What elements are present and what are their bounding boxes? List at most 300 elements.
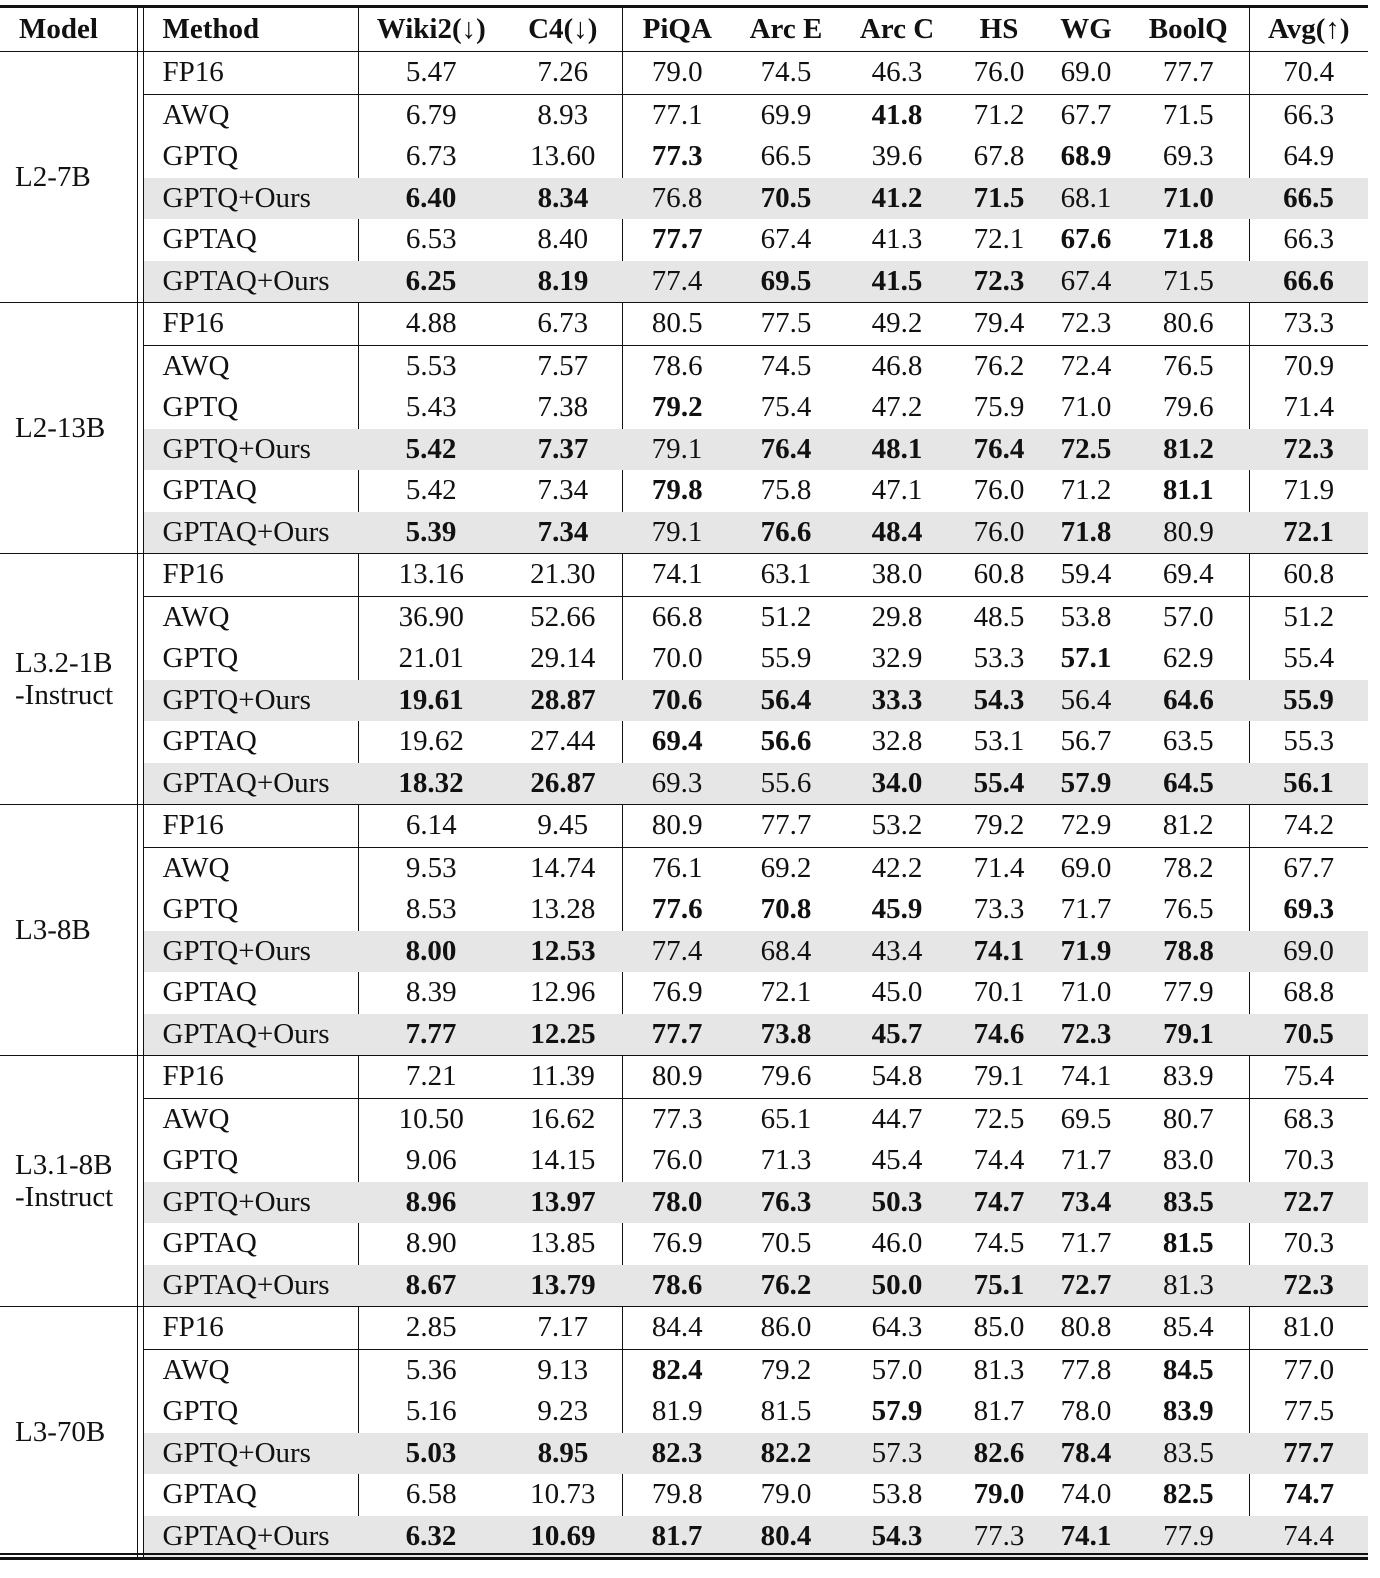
value-cell-arc-e: 55.9 <box>760 642 812 674</box>
table-row <box>0 512 1368 554</box>
value-cell-avg: 77.5 <box>1283 1395 1335 1427</box>
value-cell-arc-e: 79.2 <box>760 1353 812 1386</box>
value-cell-c4: 10.73 <box>504 1474 622 1516</box>
value-cell-avg: 66.3 <box>1283 98 1335 131</box>
value-cell-hs: 71.4 <box>973 851 1025 884</box>
model-label <box>0 1307 137 1558</box>
value-cell-boolq: 62.9 <box>1128 638 1249 680</box>
value-cell-hs: 81.7 <box>973 1395 1025 1427</box>
table-row <box>0 1014 1368 1056</box>
value-cell-hs: 53.3 <box>973 642 1025 674</box>
value-cell-avg: 68.3 <box>1283 1102 1335 1135</box>
table-row <box>0 1474 1368 1516</box>
value-cell-boolq: 80.7 <box>1128 1098 1249 1140</box>
value-cell-piqa: 66.8 <box>651 600 703 633</box>
value-cell-wiki2: 6.14 <box>358 805 504 848</box>
header-c4: C4(↓) <box>504 7 622 52</box>
model-label <box>0 1056 137 1307</box>
value-cell-arc-c: 39.6 <box>871 140 923 172</box>
value-cell-wg: 69.5 <box>1060 1102 1112 1135</box>
value-cell-arc-c: 53.8 <box>871 1478 923 1510</box>
value-cell-c4: 8.19 <box>504 261 622 303</box>
value-cell-hs: 81.3 <box>973 1353 1025 1386</box>
table-body <box>0 52 1368 1558</box>
method-cell: FP16 <box>143 1307 358 1350</box>
value-cell-boolq: 83.9 <box>1128 1056 1249 1099</box>
value-cell-boolq: 77.9 <box>1128 972 1249 1014</box>
value-cell-piqa: 77.4 <box>622 931 732 973</box>
value-cell-avg: 66.3 <box>1283 223 1335 255</box>
value-cell-arc-c: 64.3 <box>840 1307 954 1350</box>
table-row <box>0 931 1368 973</box>
value-cell-hs: 71.2 <box>973 98 1025 131</box>
value-cell-arc-c: 46.3 <box>840 52 954 95</box>
value-cell-avg: 69.3 <box>1283 893 1335 925</box>
value-cell-avg: 55.4 <box>1283 642 1335 674</box>
value-cell-hs: 76.4 <box>954 429 1044 471</box>
value-cell-wiki2: 5.43 <box>405 391 457 423</box>
value-cell-wg: 74.1 <box>1044 1516 1128 1558</box>
value-cell-hs: 76.0 <box>973 474 1025 506</box>
method-cell: GPTQ+Ours <box>143 429 358 471</box>
value-cell-avg: 74.4 <box>1249 1516 1368 1558</box>
value-cell-piqa: 76.9 <box>651 976 703 1008</box>
value-cell-piqa: 76.8 <box>622 178 732 220</box>
value-cell-boolq: 69.3 <box>1128 136 1249 178</box>
value-cell-wg: 72.5 <box>1044 429 1128 471</box>
model-label-line: -Instruct <box>15 1181 114 1213</box>
value-cell-avg: 77.7 <box>1249 1433 1368 1475</box>
value-cell-avg: 70.4 <box>1249 52 1368 95</box>
value-cell-boolq: 77.7 <box>1128 52 1249 95</box>
value-cell-c4: 7.57 <box>504 345 622 387</box>
value-cell-wiki2: 5.36 <box>405 1353 457 1386</box>
value-cell-arc-e: 66.5 <box>760 140 812 172</box>
value-cell-hs: 54.3 <box>954 680 1044 722</box>
value-cell-avg: 72.3 <box>1249 1265 1368 1307</box>
method-cell: FP16 <box>143 1056 358 1099</box>
value-cell-arc-e: 69.2 <box>760 851 812 884</box>
value-cell-arc-c: 48.1 <box>840 429 954 471</box>
value-cell-arc-c: 41.8 <box>871 98 923 131</box>
value-cell-wiki2: 6.58 <box>405 1478 457 1510</box>
value-cell-wg: 69.0 <box>1044 52 1128 95</box>
value-cell-boolq: 81.2 <box>1128 429 1249 471</box>
table-row <box>0 638 1368 680</box>
value-cell-arc-c: 54.8 <box>840 1056 954 1099</box>
value-cell-wg: 56.4 <box>1044 680 1128 722</box>
table-row <box>0 680 1368 722</box>
model-label-line: L2-13B <box>15 412 106 444</box>
table-row <box>0 387 1368 429</box>
value-cell-arc-e: 51.2 <box>760 600 812 633</box>
method-cell: FP16 <box>143 554 358 597</box>
value-cell-piqa: 79.1 <box>622 429 732 471</box>
table-row <box>0 136 1368 178</box>
value-cell-c4: 13.28 <box>504 889 622 931</box>
value-cell-piqa: 80.9 <box>622 1056 732 1099</box>
value-cell-c4: 7.17 <box>504 1307 622 1350</box>
value-cell-c4: 21.30 <box>504 554 622 597</box>
value-cell-avg: 51.2 <box>1283 600 1335 633</box>
value-cell-hs: 73.3 <box>973 893 1025 925</box>
value-cell-boolq: 71.0 <box>1128 178 1249 220</box>
method-cell: GPTAQ <box>143 972 358 1014</box>
value-cell-arc-e: 71.3 <box>760 1144 812 1176</box>
value-cell-piqa: 80.9 <box>622 805 732 848</box>
value-cell-wg: 71.0 <box>1060 391 1112 423</box>
value-cell-wiki2: 21.01 <box>398 642 464 674</box>
model-label-line: -Instruct <box>15 679 114 711</box>
value-cell-piqa: 77.3 <box>651 1102 703 1135</box>
header-wg: WG <box>1044 7 1128 52</box>
value-cell-piqa: 78.0 <box>622 1182 732 1224</box>
value-cell-wiki2: 5.39 <box>358 512 504 554</box>
value-cell-arc-c: 54.3 <box>840 1516 954 1558</box>
value-cell-piqa: 79.1 <box>622 512 732 554</box>
value-cell-avg: 55.9 <box>1249 680 1368 722</box>
value-cell-hs: 76.2 <box>973 349 1025 382</box>
value-cell-hs: 76.0 <box>954 512 1044 554</box>
value-cell-boolq: 81.3 <box>1128 1265 1249 1307</box>
value-cell-c4: 26.87 <box>504 763 622 805</box>
bottom-rule-2 <box>0 1558 1368 1560</box>
value-cell-piqa: 76.1 <box>651 851 703 884</box>
value-cell-boolq: 79.6 <box>1128 387 1249 429</box>
value-cell-c4: 12.25 <box>504 1014 622 1056</box>
method-cell: GPTAQ <box>143 470 358 512</box>
value-cell-piqa: 81.7 <box>622 1516 732 1558</box>
value-cell-arc-e: 76.6 <box>732 512 840 554</box>
header-avg: Avg(↑) <box>1249 7 1368 52</box>
header-wiki2: Wiki2(↓) <box>358 7 504 52</box>
value-cell-arc-e: 70.5 <box>760 1227 812 1259</box>
value-cell-wg: 74.0 <box>1060 1478 1112 1510</box>
value-cell-arc-c: 45.4 <box>871 1144 923 1176</box>
value-cell-piqa: 69.3 <box>622 763 732 805</box>
value-cell-wg: 71.7 <box>1060 1227 1112 1259</box>
value-cell-c4: 12.96 <box>504 972 622 1014</box>
table-row <box>0 470 1368 512</box>
value-cell-arc-c: 50.0 <box>840 1265 954 1307</box>
value-cell-avg: 70.9 <box>1283 349 1335 382</box>
value-cell-wiki2: 2.85 <box>358 1307 504 1350</box>
value-cell-wiki2: 4.88 <box>358 303 504 346</box>
value-cell-arc-c: 29.8 <box>871 600 923 633</box>
method-cell: GPTQ <box>143 638 358 680</box>
table-row <box>0 554 1368 597</box>
value-cell-arc-c: 42.2 <box>871 851 923 884</box>
value-cell-piqa: 79.2 <box>651 391 703 423</box>
value-cell-piqa: 79.8 <box>651 474 703 506</box>
table-row <box>0 1056 1368 1099</box>
value-cell-avg: 72.1 <box>1249 512 1368 554</box>
value-cell-wg: 78.0 <box>1060 1395 1112 1427</box>
value-cell-wiki2: 36.90 <box>398 600 464 633</box>
value-cell-arc-e: 79.6 <box>732 1056 840 1099</box>
value-cell-arc-c: 44.7 <box>871 1102 923 1135</box>
value-cell-piqa: 77.4 <box>622 261 732 303</box>
value-cell-arc-c: 41.5 <box>840 261 954 303</box>
value-cell-c4: 9.13 <box>504 1349 622 1391</box>
value-cell-hs: 71.5 <box>954 178 1044 220</box>
table-row <box>0 596 1368 638</box>
value-cell-hs: 85.0 <box>954 1307 1044 1350</box>
value-cell-wiki2: 19.62 <box>398 725 464 757</box>
header-method: Method <box>143 7 358 52</box>
value-cell-piqa: 77.3 <box>651 140 703 172</box>
value-cell-arc-e: 77.7 <box>732 805 840 848</box>
value-cell-wiki2: 8.90 <box>405 1227 457 1259</box>
value-cell-wg: 72.3 <box>1044 1014 1128 1056</box>
value-cell-boolq: 83.9 <box>1128 1391 1249 1433</box>
value-cell-arc-e: 69.9 <box>760 98 812 131</box>
method-cell: GPTAQ <box>143 1474 358 1516</box>
value-cell-boolq: 76.5 <box>1128 345 1249 387</box>
results-table <box>0 6 1368 1558</box>
value-cell-arc-e: 77.5 <box>732 303 840 346</box>
method-cell: AWQ <box>143 94 358 136</box>
method-cell: GPTAQ+Ours <box>143 261 358 303</box>
value-cell-wiki2: 5.03 <box>358 1433 504 1475</box>
value-cell-wg: 53.8 <box>1060 600 1112 633</box>
value-cell-arc-e: 70.5 <box>732 178 840 220</box>
table-row <box>0 1265 1368 1307</box>
value-cell-hs: 74.4 <box>973 1144 1025 1176</box>
value-cell-arc-e: 55.6 <box>732 763 840 805</box>
value-cell-arc-c: 41.2 <box>840 178 954 220</box>
value-cell-wg: 77.8 <box>1060 1353 1112 1386</box>
method-cell: GPTQ <box>143 889 358 931</box>
value-cell-c4: 12.53 <box>504 931 622 973</box>
value-cell-boolq: 69.4 <box>1128 554 1249 597</box>
value-cell-piqa: 84.4 <box>622 1307 732 1350</box>
method-cell: GPTQ+Ours <box>143 1182 358 1224</box>
value-cell-c4: 13.79 <box>504 1265 622 1307</box>
value-cell-arc-c: 53.2 <box>840 805 954 848</box>
value-cell-arc-c: 57.9 <box>871 1395 923 1427</box>
value-cell-arc-c: 32.8 <box>871 725 923 757</box>
value-cell-c4: 9.23 <box>504 1391 622 1433</box>
value-cell-arc-c: 34.0 <box>840 763 954 805</box>
value-cell-c4: 52.66 <box>504 596 622 638</box>
value-cell-piqa: 78.6 <box>651 349 703 382</box>
value-cell-boolq: 85.4 <box>1128 1307 1249 1350</box>
value-cell-wg: 80.8 <box>1044 1307 1128 1350</box>
header-hs: HS <box>954 7 1044 52</box>
model-label-line: L3.1-8B <box>15 1149 113 1181</box>
value-cell-avg: 66.5 <box>1249 178 1368 220</box>
value-cell-hs: 53.1 <box>973 725 1025 757</box>
value-cell-wg: 57.9 <box>1044 763 1128 805</box>
value-cell-piqa: 82.4 <box>651 1353 703 1386</box>
value-cell-hs: 75.9 <box>973 391 1025 423</box>
value-cell-boolq: 79.1 <box>1128 1014 1249 1056</box>
value-cell-c4: 7.34 <box>504 512 622 554</box>
value-cell-boolq: 83.5 <box>1128 1433 1249 1475</box>
value-cell-wiki2: 6.79 <box>405 98 457 131</box>
value-cell-boolq: 81.2 <box>1128 805 1249 848</box>
model-label-line: L3-70B <box>15 1416 106 1448</box>
value-cell-wg: 72.7 <box>1044 1265 1128 1307</box>
value-cell-wiki2: 5.53 <box>405 349 457 382</box>
table-row <box>0 219 1368 261</box>
table-row <box>0 805 1368 848</box>
value-cell-wg: 68.9 <box>1060 140 1112 172</box>
value-cell-wg: 72.3 <box>1044 303 1128 346</box>
value-cell-piqa: 79.8 <box>651 1478 703 1510</box>
value-cell-piqa: 76.9 <box>651 1227 703 1259</box>
bottom-rule-1 <box>0 1553 1368 1555</box>
value-cell-boolq: 57.0 <box>1128 596 1249 638</box>
value-cell-wg: 57.1 <box>1060 642 1112 674</box>
table-row <box>0 1516 1368 1558</box>
value-cell-piqa: 70.6 <box>622 680 732 722</box>
value-cell-wiki2: 8.53 <box>405 893 457 925</box>
value-cell-wiki2: 5.16 <box>405 1395 457 1427</box>
method-cell: GPTAQ+Ours <box>143 1265 358 1307</box>
value-cell-c4: 8.34 <box>504 178 622 220</box>
value-cell-piqa: 80.5 <box>622 303 732 346</box>
value-cell-avg: 69.0 <box>1249 931 1368 973</box>
model-label-line: L3.2-1B <box>15 647 113 679</box>
value-cell-wg: 56.7 <box>1060 725 1112 757</box>
value-cell-piqa: 70.0 <box>651 642 703 674</box>
value-cell-wiki2: 9.53 <box>405 851 457 884</box>
value-cell-arc-e: 70.8 <box>760 893 812 925</box>
value-cell-hs: 82.6 <box>954 1433 1044 1475</box>
value-cell-piqa: 76.0 <box>651 1144 703 1176</box>
value-cell-hs: 70.1 <box>973 976 1025 1008</box>
method-cell: GPTAQ+Ours <box>143 763 358 805</box>
value-cell-c4: 13.85 <box>504 1223 622 1265</box>
method-cell: FP16 <box>143 805 358 848</box>
value-cell-avg: 70.3 <box>1283 1227 1335 1259</box>
value-cell-avg: 71.9 <box>1283 474 1335 506</box>
value-cell-wiki2: 8.00 <box>358 931 504 973</box>
value-cell-avg: 74.7 <box>1283 1478 1335 1510</box>
table-row <box>0 889 1368 931</box>
value-cell-arc-c: 33.3 <box>840 680 954 722</box>
value-cell-c4: 7.38 <box>504 387 622 429</box>
value-cell-wiki2: 5.42 <box>358 429 504 471</box>
value-cell-wg: 71.8 <box>1044 512 1128 554</box>
value-cell-avg: 67.7 <box>1283 851 1335 884</box>
value-cell-boolq: 80.6 <box>1128 303 1249 346</box>
value-cell-wg: 67.4 <box>1044 261 1128 303</box>
table-row <box>0 721 1368 763</box>
value-cell-arc-e: 56.4 <box>732 680 840 722</box>
value-cell-wg: 71.7 <box>1060 893 1112 925</box>
method-cell: FP16 <box>143 52 358 95</box>
value-cell-c4: 16.62 <box>504 1098 622 1140</box>
value-cell-arc-c: 49.2 <box>840 303 954 346</box>
value-cell-arc-e: 82.2 <box>732 1433 840 1475</box>
header-arc-c: Arc C <box>840 7 954 52</box>
value-cell-hs: 67.8 <box>973 140 1025 172</box>
value-cell-piqa: 69.4 <box>651 725 703 757</box>
value-cell-wiki2: 7.21 <box>358 1056 504 1099</box>
value-cell-boolq: 76.5 <box>1128 889 1249 931</box>
value-cell-arc-c: 57.0 <box>871 1353 923 1386</box>
value-cell-wg: 59.4 <box>1044 554 1128 597</box>
value-cell-arc-c: 47.2 <box>871 391 923 423</box>
table-row <box>0 1098 1368 1140</box>
value-cell-arc-e: 65.1 <box>760 1102 812 1135</box>
method-cell: AWQ <box>143 596 358 638</box>
value-cell-wg: 72.4 <box>1060 349 1112 382</box>
value-cell-hs: 79.2 <box>954 805 1044 848</box>
value-cell-arc-c: 50.3 <box>840 1182 954 1224</box>
method-cell: AWQ <box>143 1349 358 1391</box>
value-cell-arc-e: 76.2 <box>732 1265 840 1307</box>
table-row <box>0 763 1368 805</box>
value-cell-boolq: 77.9 <box>1128 1516 1249 1558</box>
table-row <box>0 303 1368 346</box>
value-cell-wg: 73.4 <box>1044 1182 1128 1224</box>
value-cell-boolq: 64.6 <box>1128 680 1249 722</box>
method-cell: GPTQ <box>143 387 358 429</box>
value-cell-arc-e: 72.1 <box>760 976 812 1008</box>
value-cell-piqa: 77.7 <box>622 1014 732 1056</box>
value-cell-wg: 68.1 <box>1044 178 1128 220</box>
value-cell-wiki2: 10.50 <box>398 1102 464 1135</box>
method-cell: GPTAQ+Ours <box>143 1516 358 1558</box>
table-row <box>0 1307 1368 1350</box>
method-cell: GPTQ <box>143 1391 358 1433</box>
value-cell-wiki2: 6.73 <box>405 140 457 172</box>
value-cell-wiki2: 6.40 <box>358 178 504 220</box>
value-cell-hs: 55.4 <box>954 763 1044 805</box>
value-cell-arc-e: 76.3 <box>732 1182 840 1224</box>
value-cell-avg: 68.8 <box>1283 976 1335 1008</box>
value-cell-hs: 74.7 <box>954 1182 1044 1224</box>
method-cell: GPTAQ+Ours <box>143 512 358 554</box>
value-cell-wiki2: 9.06 <box>405 1144 457 1176</box>
method-cell: GPTQ+Ours <box>143 680 358 722</box>
value-cell-boolq: 82.5 <box>1128 1474 1249 1516</box>
value-cell-hs: 74.5 <box>973 1227 1025 1259</box>
method-cell: AWQ <box>143 345 358 387</box>
value-cell-c4: 13.60 <box>504 136 622 178</box>
value-cell-wiki2: 18.32 <box>358 763 504 805</box>
value-cell-c4: 13.97 <box>504 1182 622 1224</box>
value-cell-arc-c: 47.1 <box>871 474 923 506</box>
model-label <box>0 554 137 805</box>
value-cell-arc-c: 45.9 <box>871 893 923 925</box>
value-cell-arc-e: 74.5 <box>760 349 812 382</box>
method-cell: GPTQ+Ours <box>143 1433 358 1475</box>
value-cell-wiki2: 8.67 <box>358 1265 504 1307</box>
value-cell-boolq: 71.5 <box>1128 261 1249 303</box>
value-cell-wiki2: 5.47 <box>358 52 504 95</box>
value-cell-wiki2: 8.39 <box>405 976 457 1008</box>
table-row <box>0 345 1368 387</box>
value-cell-avg: 64.9 <box>1283 140 1335 172</box>
value-cell-wg: 71.9 <box>1044 931 1128 973</box>
value-cell-c4: 27.44 <box>504 721 622 763</box>
value-cell-arc-c: 45.0 <box>871 976 923 1008</box>
value-cell-arc-c: 38.0 <box>840 554 954 597</box>
value-cell-arc-e: 56.6 <box>760 725 812 757</box>
value-cell-boolq: 64.5 <box>1128 763 1249 805</box>
value-cell-avg: 60.8 <box>1249 554 1368 597</box>
method-cell: GPTQ <box>143 1140 358 1182</box>
method-cell: AWQ <box>143 1098 358 1140</box>
value-cell-arc-e: 63.1 <box>732 554 840 597</box>
value-cell-hs: 72.3 <box>954 261 1044 303</box>
value-cell-wiki2: 6.32 <box>358 1516 504 1558</box>
